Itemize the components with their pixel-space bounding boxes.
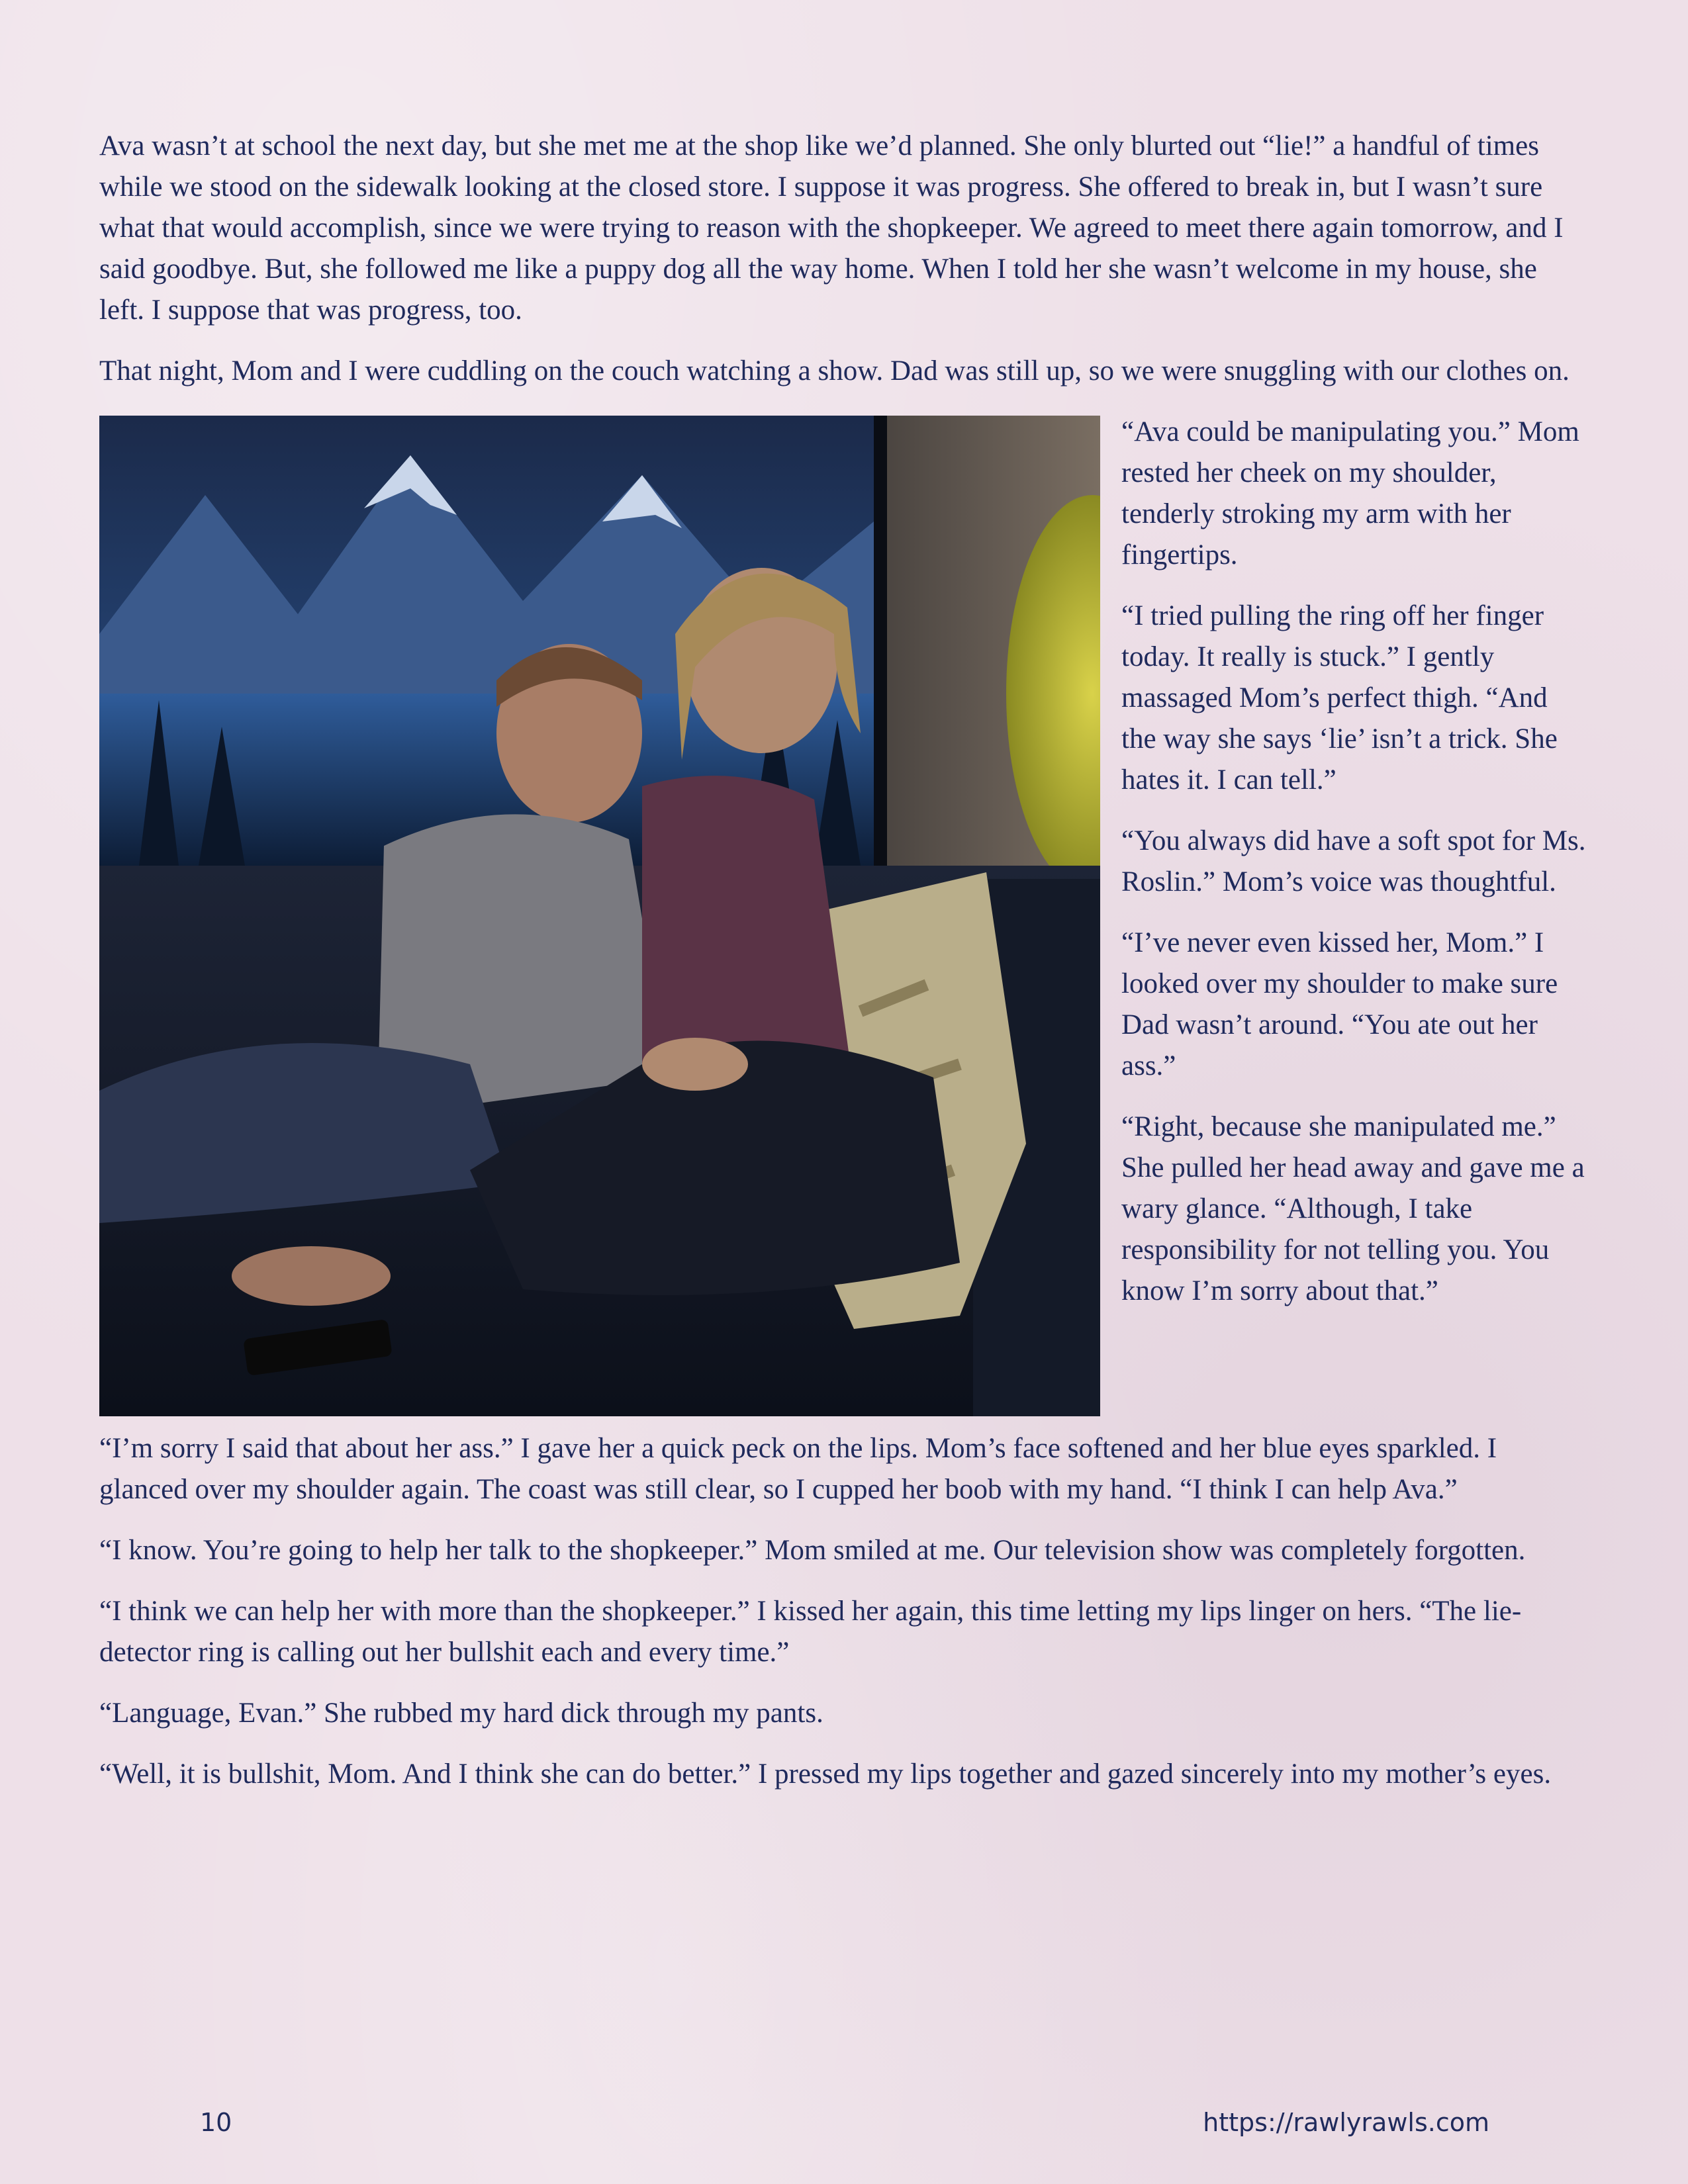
paragraph: “I know. You’re going to help her talk to the shopkeeper.” Mom smiled at me. Our television show was completely forgotten.: [99, 1535, 1526, 1566]
paragraph: “Ava could be manipulating you.” Mom rested her cheek on my shoulder, tenderly stroking my arm with her fingertips.: [1121, 416, 1579, 570]
paragraph: Ava wasn’t at school the next day, but she met me at the shop like we’d planned. She only blurted out “lie!” a handful of times while we stood on the sidewalk looking at the closed store. I suppose it was progress. She offered to break in, but I wasn’t sure what that would accomplish, since we were trying to reason with the shopkeeper. We agreed to meet there again tomorrow, and I said goodbye. But, she followed me like a puppy dog all the way home. When I told her she wasn’t welcome in my house, she left. I suppose that was progress, too.: [99, 130, 1564, 326]
footer-url-link[interactable]: https://rawlyrawls.com: [1203, 2108, 1489, 2137]
paragraph: “I tried pulling the ring off her finger today. It really is stuck.” I gently massaged Mom’s perfect thigh. “And the way she says ‘lie’ isn’t a trick. She hates it. I can tell.”: [1121, 600, 1558, 796]
paragraph: “Language, Evan.” She rubbed my hard dick through my pants.: [99, 1698, 823, 1729]
side-text-column: [1121, 412, 1589, 1332]
couch-scene-illustration: [99, 416, 1100, 1416]
page-body: [99, 126, 1589, 1815]
paragraph: “I’ve never even kissed her, Mom.” I looked over my shoulder to make sure Dad wasn’t around. “You ate out her ass.”: [1121, 927, 1558, 1081]
paragraph: That night, Mom and I were cuddling on the couch watching a show. Dad was still up, so we were snuggling with our clothes on.: [99, 355, 1570, 387]
paragraph: “Well, it is bullshit, Mom. And I think she can do better.” I pressed my lips together and gazed sincerely into my mother’s eyes.: [99, 1758, 1552, 1790]
paragraph: “Right, because she manipulated me.” She pulled her head away and gave me a wary glance. “Although, I take responsibility for not telling you. You know I’m sorry about that.”: [1121, 1111, 1585, 1306]
paragraph: “I think we can help her with more than the shopkeeper.” I kissed her again, this time letting my lips linger on hers. “The lie-detector ring is calling out her bullshit each and every time.”: [99, 1596, 1522, 1668]
paragraph: “You always did have a soft spot for Ms. Roslin.” Mom’s voice was thoughtful.: [1121, 825, 1586, 897]
illustration-drawing: [99, 416, 1100, 1416]
image-with-text: [99, 412, 1589, 1416]
paragraph: “I’m sorry I said that about her ass.” I gave her a quick peck on the lips. Mom’s face softened and her blue eyes sparkled. I glanced over my shoulder again. The coast was still clear, so I cupped her boob with my hand. “I think I can help Ava.”: [99, 1433, 1497, 1505]
page-number: 10: [200, 2108, 232, 2137]
